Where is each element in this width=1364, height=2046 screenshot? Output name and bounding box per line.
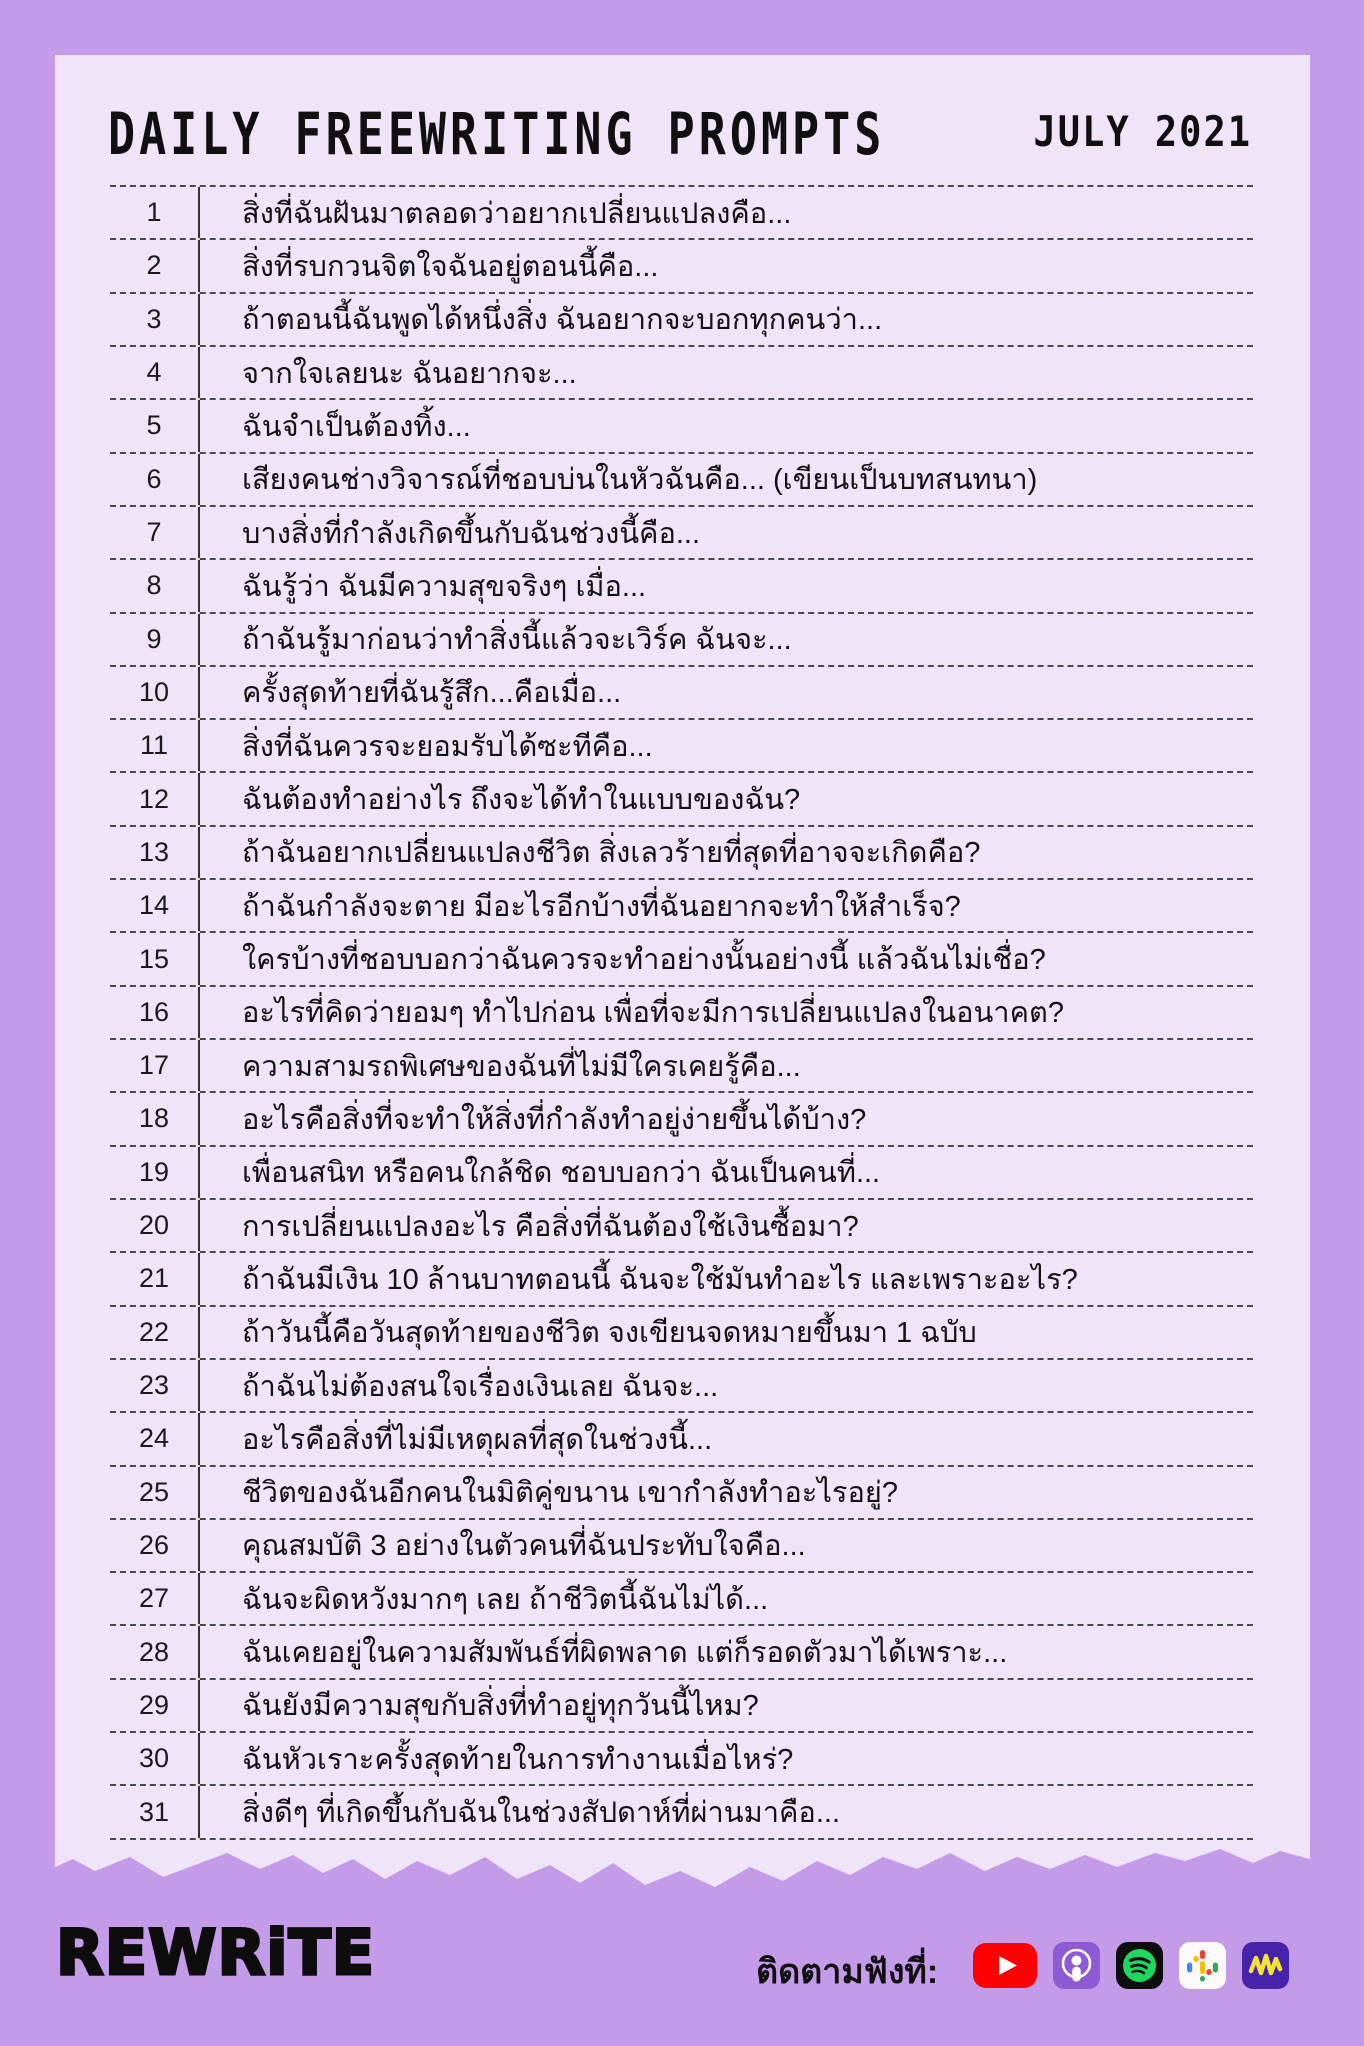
prompt-text: สิ่งที่ฉันฝันมาตลอดว่าอยากเปลี่ยนแปลงคือ... [242, 197, 792, 230]
prompt-text: ใครบ้างที่ชอบบอกว่าฉันควรจะทำอย่างนั้นอย่างนี้ แล้วฉันไม่เชื่อ? [242, 944, 1046, 977]
row-number: 21 [110, 1253, 200, 1304]
prompt-text: อะไรคือสิ่งที่ไม่มีเหตุผลที่สุดในช่วงนี้... [242, 1423, 713, 1456]
month-label: JULY 2021 [1033, 108, 1252, 157]
prompt-text: ฉันจะผิดหวังมากๆ เลย ถ้าชีวิตนี้ฉันไม่ได้... [242, 1583, 769, 1616]
prompt-text: สิ่งที่รบกวนจิตใจฉันอยู่ตอนนี้คือ... [242, 250, 659, 283]
table-row [110, 507, 1253, 560]
table-row [110, 400, 1253, 453]
row-number: 7 [110, 507, 200, 558]
row-number: 25 [110, 1467, 200, 1518]
prompt-text: ชีวิตของฉันอีกคนในมิติคู่ขนาน เขากำลังทำอะไรอยู่? [242, 1477, 899, 1510]
prompt-text: สิ่งดีๆ ที่เกิดขึ้นกับฉันในช่วงสัปดาห์ที่ผ่านมาคือ... [242, 1797, 840, 1830]
prompt-text: ฉันยังมีความสุขกับสิ่งที่ทำอยู่ทุกวันนี้ไหม? [242, 1690, 759, 1723]
prompt-text: ถ้าฉันไม่ต้องสนใจเรื่องเงินเลย ฉันจะ... [242, 1370, 719, 1403]
apple-podcasts-icon[interactable] [1053, 1942, 1100, 1989]
prompt-text: ฉันจำเป็นต้องทิ้ง... [242, 410, 471, 443]
row-number: 24 [110, 1413, 200, 1464]
table-row [110, 933, 1253, 986]
row-number: 22 [110, 1307, 200, 1358]
row-number: 1 [110, 187, 200, 238]
row-number: 30 [110, 1733, 200, 1784]
prompt-text: ฉันเคยอยู่ในความสัมพันธ์ที่ผิดพลาด แต่ก็รอดตัวมาได้เพราะ... [242, 1637, 1008, 1670]
prompt-text: ถ้าฉันรู้มาก่อนว่าทำสิ่งนี้แล้วจะเวิร์ค ฉันจะ... [242, 624, 792, 657]
prompt-text: เพื่อนสนิท หรือคนใกล้ชิด ชอบบอกว่า ฉันเป็นคนที่... [242, 1157, 881, 1190]
table-row [110, 347, 1253, 400]
row-number: 29 [110, 1680, 200, 1731]
row-number: 16 [110, 987, 200, 1038]
row-number: 11 [110, 720, 200, 771]
table-row [110, 187, 1253, 240]
table-row [110, 773, 1253, 826]
spotify-icon[interactable] [1116, 1942, 1163, 1989]
prompt-text: ถ้าฉันอยากเปลี่ยนแปลงชีวิต สิ่งเลวร้ายที่สุดที่อาจจะเกิดคือ? [242, 837, 981, 870]
prompt-text: ถ้าฉันกำลังจะตาย มีอะไรอีกบ้างที่ฉันอยากจะทำให้สำเร็จ? [242, 890, 961, 923]
row-number: 28 [110, 1626, 200, 1677]
table-row [110, 1360, 1253, 1413]
table-row [110, 1520, 1253, 1573]
row-number: 17 [110, 1040, 200, 1091]
table-row [110, 880, 1253, 933]
waveform-app-icon[interactable] [1242, 1942, 1289, 1989]
row-number: 10 [110, 667, 200, 718]
row-number: 31 [110, 1786, 200, 1837]
prompt-text: การเปลี่ยนแปลงอะไร คือสิ่งที่ฉันต้องใช้เงินซื้อมา? [242, 1210, 859, 1243]
prompt-text: ถ้าตอนนี้ฉันพูดได้หนึ่งสิ่ง ฉันอยากจะบอกทุกคนว่า... [242, 304, 883, 337]
table-row [110, 1733, 1253, 1786]
prompts-table [110, 185, 1253, 1840]
row-number: 4 [110, 347, 200, 398]
page-title: DAILY FREEWRITING PROMPTS [108, 100, 886, 168]
table-row [110, 667, 1253, 720]
table-row [110, 720, 1253, 773]
row-number: 2 [110, 240, 200, 291]
row-number: 3 [110, 294, 200, 345]
prompt-text: ถ้าวันนี้คือวันสุดท้ายของชีวิต จงเขียนจดหมายขึ้นมา 1 ฉบับ [242, 1317, 977, 1350]
prompt-text: ฉันหัวเราะครั้งสุดท้ายในการทำงานเมื่อไหร่? [242, 1743, 794, 1776]
prompt-text: คุณสมบัติ 3 อย่างในตัวคนที่ฉันประทับใจคือ... [242, 1530, 806, 1563]
table-row [110, 240, 1253, 293]
row-number: 13 [110, 827, 200, 878]
prompt-text: ฉันรู้ว่า ฉันมีความสุขจริงๆ เมื่อ... [242, 570, 647, 603]
table-row [110, 827, 1253, 880]
row-number: 8 [110, 560, 200, 611]
prompt-text: ความสามรถพิเศษของฉันที่ไม่มีใครเคยรู้คือ... [242, 1050, 801, 1083]
row-number: 9 [110, 614, 200, 665]
table-row [110, 1626, 1253, 1679]
table-row [110, 1413, 1253, 1466]
follow-listen-label: ติดตามฟังที่: [756, 1953, 939, 1991]
youtube-icon[interactable] [973, 1943, 1037, 1988]
prompt-text: ฉันต้องทำอย่างไร ถึงจะได้ทำในแบบของฉัน? [242, 784, 801, 817]
row-number: 23 [110, 1360, 200, 1411]
prompt-text: จากใจเลยนะ ฉันอยากจะ... [242, 357, 577, 390]
row-number: 15 [110, 933, 200, 984]
row-number: 5 [110, 400, 200, 451]
prompt-text: ถ้าฉันมีเงิน 10 ล้านบาทตอนนี้ ฉันจะใช้มันทำอะไร และเพราะอะไร? [242, 1263, 1078, 1296]
prompt-text: อะไรคือสิ่งที่จะทำให้สิ่งที่กำลังทำอยู่ง่ายขึ้นได้บ้าง? [242, 1103, 867, 1136]
prompt-text: เสียงคนช่างวิจารณ์ที่ชอบบ่นในหัวฉันคือ... (เขียนเป็นบทสนทนา) [242, 464, 1038, 497]
table-row [110, 614, 1253, 667]
rewrite-logo: REWRiTE [56, 1916, 376, 1989]
prompt-text: อะไรที่คิดว่ายอมๆ ทำไปก่อน เพื่อที่จะมีการเปลี่ยนแปลงในอนาคต? [242, 997, 1064, 1030]
table-row [110, 1467, 1253, 1520]
table-row [110, 454, 1253, 507]
row-number: 18 [110, 1093, 200, 1144]
table-row [110, 1307, 1253, 1360]
table-row [110, 1147, 1253, 1200]
prompt-text: สิ่งที่ฉันควรจะยอมรับได้ซะทีคือ... [242, 730, 653, 763]
prompt-text: ครั้งสุดท้ายที่ฉันรู้สึก...คือเมื่อ... [242, 677, 622, 710]
row-number: 6 [110, 454, 200, 505]
table-row [110, 1040, 1253, 1093]
platform-icons [973, 1942, 1289, 1989]
row-number: 19 [110, 1147, 200, 1198]
row-number: 26 [110, 1520, 200, 1571]
row-number: 20 [110, 1200, 200, 1251]
row-number: 14 [110, 880, 200, 931]
torn-paper-edge [55, 1841, 1310, 1903]
table-row [110, 1253, 1253, 1306]
table-row [110, 1200, 1253, 1253]
table-row [110, 1786, 1253, 1839]
row-number: 27 [110, 1573, 200, 1624]
table-row [110, 294, 1253, 347]
prompt-text: บางสิ่งที่กำลังเกิดขึ้นกับฉันช่วงนี้คือ... [242, 517, 701, 550]
google-podcasts-icon[interactable] [1179, 1942, 1226, 1989]
table-row [110, 1573, 1253, 1626]
table-row [110, 1680, 1253, 1733]
table-row [110, 987, 1253, 1040]
table-row [110, 560, 1253, 613]
row-number: 12 [110, 773, 200, 824]
table-row [110, 1093, 1253, 1146]
